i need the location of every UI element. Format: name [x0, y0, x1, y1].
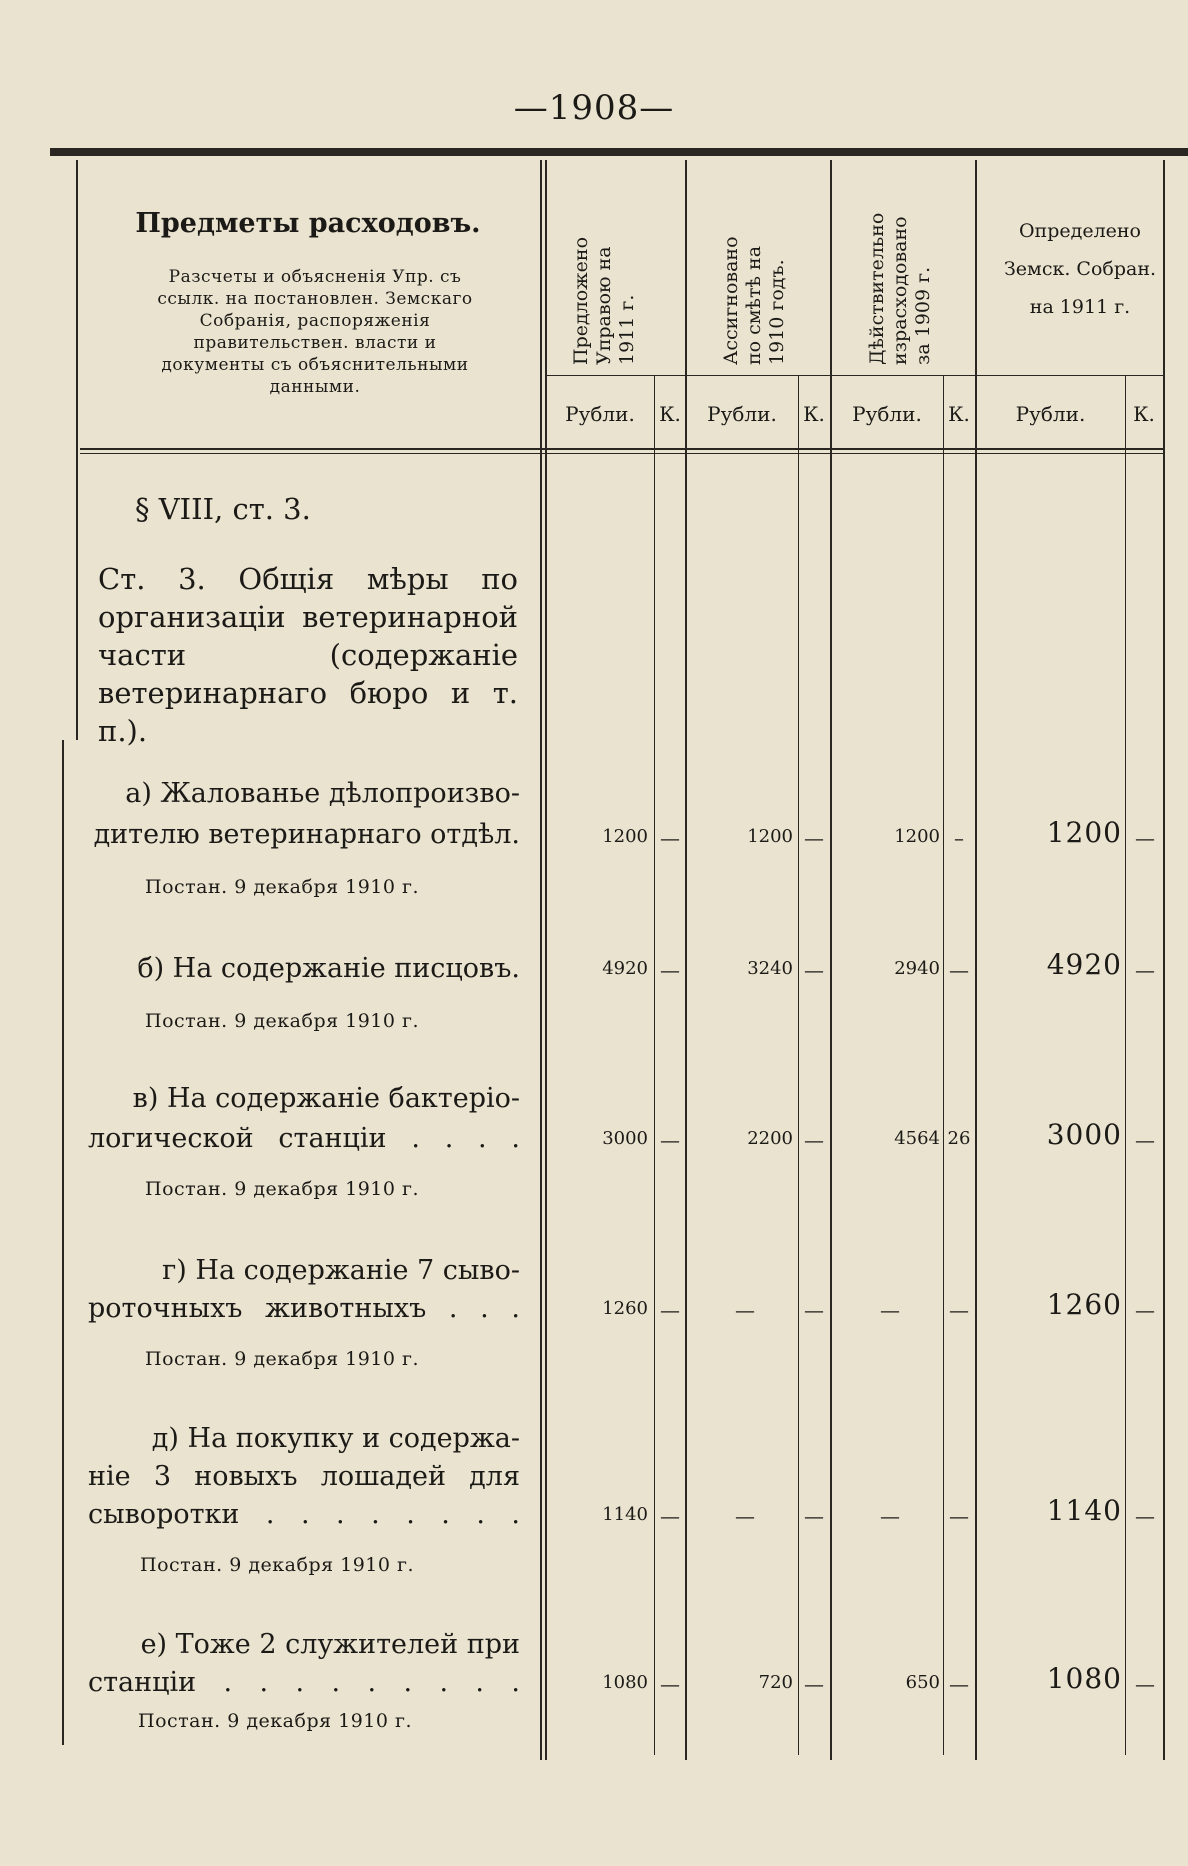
item-v-proposed-kop: —	[660, 1128, 680, 1152]
kop-rule	[943, 375, 944, 1755]
item-e-proposed: 1080	[602, 1672, 648, 1693]
item-v-line1: в) На содержаніе бактеріо-	[132, 1083, 520, 1114]
item-v-assigned: 2200	[747, 1128, 793, 1149]
kop-rule	[1125, 375, 1126, 1755]
item-a-line1: а) Жалованье дѣлопроизво-	[125, 778, 520, 809]
item-a-determined: 1200	[1046, 816, 1122, 849]
item-g-assigned-kop: —	[804, 1298, 824, 1322]
item-b-assigned: 3240	[747, 958, 793, 979]
col-rule	[545, 160, 547, 1760]
right-rule	[1163, 160, 1165, 1760]
item-d-determined-kop: —	[1135, 1504, 1155, 1528]
item-e-assigned: 720	[758, 1672, 793, 1693]
item-v-resolution: Постан. 9 декабря 1910 г.	[145, 1178, 420, 1200]
unit-kop: К.	[1133, 402, 1155, 426]
column-title-spent: Дѣйствительно израсходовано за 1909 г.	[866, 212, 934, 365]
header-bottom-rule	[80, 453, 1163, 454]
item-v-line2: логической станціи . . . .	[88, 1123, 520, 1154]
column-title-determined-l3: на 1911 г.	[1029, 296, 1131, 318]
item-a-spent: 1200	[894, 826, 940, 847]
item-b-spent: 2940	[894, 958, 940, 979]
item-g-resolution: Постан. 9 декабря 1910 г.	[145, 1348, 420, 1370]
column-title-determined	[975, 212, 1185, 326]
item-e-determined-kop: —	[1135, 1672, 1155, 1696]
item-b-line1: б) На содержаніе писцовъ.	[137, 953, 520, 984]
item-d-assigned: —	[735, 1504, 755, 1528]
col-rule	[685, 160, 687, 1760]
unit-rub: Рубли.	[1015, 402, 1086, 426]
item-v-determined: 3000	[1046, 1118, 1122, 1151]
item-g-line2: роточныхъ животныхъ . . .	[88, 1293, 520, 1324]
header-divider	[545, 375, 1163, 376]
unit-rub: Рубли.	[565, 402, 635, 426]
item-v-proposed: 3000	[602, 1128, 648, 1149]
item-b-assigned-kop: —	[804, 958, 824, 982]
item-b-determined: 4920	[1046, 948, 1122, 981]
column-title-determined-l1: Определено	[1018, 220, 1141, 242]
item-d-proposed: 1140	[602, 1504, 648, 1525]
left-rule-lower	[62, 740, 64, 1745]
column-title-assigned: Ассигновано по смѣтѣ на 1910 годъ.	[720, 236, 788, 365]
item-g-line1: г) На содержаніе 7 сыво-	[162, 1255, 520, 1286]
unit-kop: К.	[803, 402, 825, 426]
page-number: —1908—	[513, 88, 675, 128]
item-a-line2: дителю ветеринарнаго отдѣл.	[93, 819, 520, 850]
item-a-resolution: Постан. 9 декабря 1910 г.	[145, 876, 420, 898]
unit-rub: Рубли.	[707, 402, 777, 426]
column-title-proposed: Предложено Управою на 1911 г.	[570, 236, 638, 365]
top-rule	[50, 148, 1188, 156]
item-g-determined-kop: —	[1135, 1298, 1155, 1322]
column-title-determined-l2: Земск. Собран.	[1003, 258, 1157, 280]
section-heading: § VIII, ст. 3.	[135, 492, 311, 526]
item-a-determined-kop: —	[1135, 826, 1155, 850]
unit-kop: К.	[659, 402, 681, 426]
item-e-proposed-kop: —	[660, 1672, 680, 1696]
item-b-spent-kop: —	[949, 958, 969, 982]
kop-rule	[798, 375, 799, 1755]
item-b-determined-kop: —	[1135, 958, 1155, 982]
item-a-assigned-kop: —	[804, 826, 824, 850]
kop-rule	[654, 375, 655, 1755]
item-d-line3: сыворотки . . . . . . . .	[88, 1499, 520, 1530]
article-heading: Ст. 3. Общія мѣры по организаціи ветеринарной части (содержаніе ветеринарнаго бюро и т. п.).	[98, 562, 518, 748]
item-g-determined: 1260	[1046, 1288, 1122, 1321]
item-g-assigned: —	[735, 1298, 755, 1322]
item-e-resolution: Постан. 9 декабря 1910 г.	[138, 1710, 413, 1732]
header-bottom-rule	[80, 448, 1163, 450]
item-v-assigned-kop: —	[804, 1128, 824, 1152]
item-d-line1: д) На покупку и содержа-	[151, 1423, 520, 1454]
item-g-spent: —	[880, 1298, 900, 1322]
item-v-spent: 4564	[894, 1128, 940, 1149]
item-b-proposed: 4920	[602, 958, 648, 979]
item-b-proposed-kop: —	[660, 958, 680, 982]
item-d-determined: 1140	[1046, 1494, 1122, 1527]
item-d-proposed-kop: —	[660, 1504, 680, 1528]
item-g-proposed: 1260	[602, 1298, 648, 1319]
item-e-spent-kop: —	[949, 1672, 969, 1696]
column-title-items: Предметы расходовъ.	[135, 208, 481, 239]
unit-kop: К.	[948, 402, 970, 426]
item-e-determined: 1080	[1046, 1662, 1122, 1695]
item-d-resolution: Постан. 9 декабря 1910 г.	[140, 1554, 415, 1576]
item-e-assigned-kop: —	[804, 1672, 824, 1696]
item-g-proposed-kop: —	[660, 1298, 680, 1322]
item-d-line2: ніе 3 новыхъ лошадей для	[88, 1461, 520, 1492]
item-a-proposed-kop: —	[660, 826, 680, 850]
item-e-spent: 650	[905, 1672, 940, 1693]
item-d-spent: —	[880, 1504, 900, 1528]
col-rule	[830, 160, 832, 1760]
item-e-line1: е) Тоже 2 служителей при	[140, 1629, 520, 1660]
left-rule	[76, 160, 78, 740]
col-rule	[540, 160, 542, 1760]
item-v-spent-kop: 26	[947, 1128, 971, 1149]
item-a-spent-kop: –	[954, 826, 964, 850]
item-a-assigned: 1200	[747, 826, 793, 847]
item-b-resolution: Постан. 9 декабря 1910 г.	[145, 1010, 420, 1032]
item-g-spent-kop: —	[949, 1298, 969, 1322]
item-e-line2: станціи . . . . . . . . .	[88, 1667, 520, 1698]
col-rule	[975, 160, 977, 1760]
unit-rub: Рубли.	[852, 402, 922, 426]
item-d-spent-kop: —	[949, 1504, 969, 1528]
item-d-assigned-kop: —	[804, 1504, 824, 1528]
item-v-determined-kop: —	[1135, 1128, 1155, 1152]
item-a-proposed: 1200	[602, 826, 648, 847]
column-subtitle-items: Разсчеты и объясненія Упр. съ ссылк. на постановлен. Земскаго Собранія, распоряженія правительствен. власти и документы съ объяснительными данными.	[157, 267, 473, 397]
